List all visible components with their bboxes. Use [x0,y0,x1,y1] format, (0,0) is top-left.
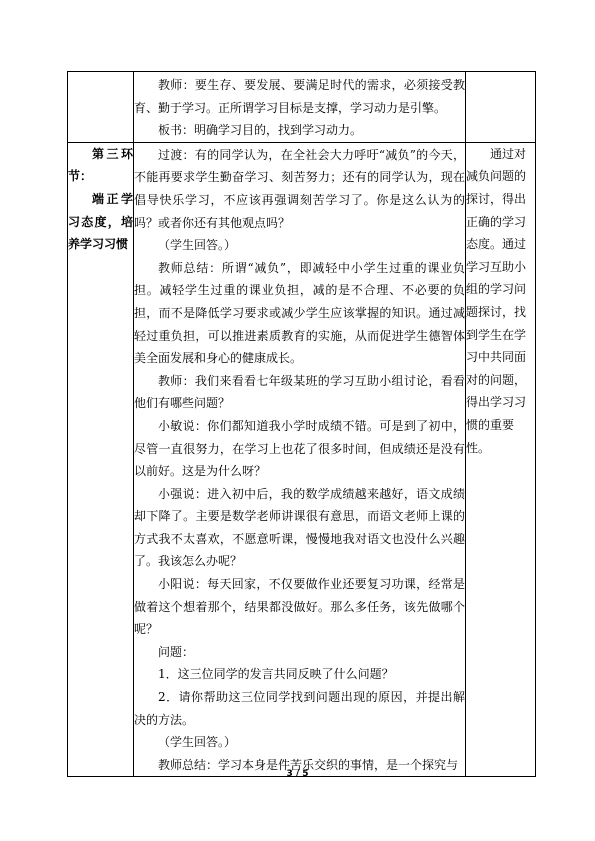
paragraph: （学生回答。） [158,238,237,253]
design-intent-note: 通过对减负问题的探讨，得出正确的学习态度。通过学习互助小组的学习问题探讨，找到学生在学习中共同面对的问题，得出学习习惯的重要性。 [466,146,527,455]
table-row [68,72,536,143]
paragraph: 小敏说：你们都知道我小学时成绩不错。可是到了初中，尽管一直很努力，在学习上也花了很多时间，但成绩还是没有以前好。这是为什么呀？ [134,418,465,479]
paragraph: 小阳说：每天回家，不仅要做作业还要复习功课，经常是做着这个想着那个，结果都没做好。那么多任务，该先做哪个呢？ [134,577,465,637]
stage-label: 第三环节： [68,146,133,184]
stage-cell [68,142,134,777]
paragraph: （学生回答。） [158,735,237,750]
lesson-plan-table [67,71,536,777]
page-number: 3 / 5 [286,769,309,779]
paragraph: 板书：明确学习目的，找到学习动力。 [158,123,363,138]
content-cell [134,142,466,777]
paragraph: 问题： [158,644,195,659]
paragraph: 小强说：进入初中后，我的数学成绩越来越好，语文成绩却下降了。主要是数学老师讲课很有意思，而语文老师上课的方式我不太喜欢，不愿意听课，慢慢地我对语文也没什么兴趣了。我该怎么办呢？ [134,486,465,569]
stage-title: 端正学习态度，培养学习习惯 [68,191,133,252]
paragraph: 教师总结：所谓“减负”，即减轻中小学生过重的课业负担。减轻学生过重的课业负担，减的是不合理、不必要的负担，而不是降低学习要求或减少学生应该掌握的知识。通过减轻过重负担，可以推进素质教育的实施，从而促进学生德智体美全面发展和身心的健康成长。 [134,260,465,366]
note-cell [466,142,536,777]
stage-cell [68,72,134,143]
note-cell [466,72,536,143]
paragraph: 2．请你帮助这三位同学找到问题出现的原因，并提出解决的方法。 [134,690,465,727]
paragraph: 1．这三位同学的发言共同反映了什么问题？ [158,667,394,682]
paragraph: 教师：要生存、要发展、要满足时代的需求，必须接受教育、勤于学习。正所谓学习目标是支撑，学习动力是引擎。 [134,78,465,115]
content-cell [134,72,466,143]
paragraph: 教师总结：学习本身是件苦乐交织的事情，是一个探究与 [158,757,459,772]
paragraph: 过渡：有的同学认为，在全社会大力呼吁“减负”的今天，不能再要求学生勤奋学习、刻苦努力；还有的同学认为，现在倡导快乐学习，不应该再强调刻苦学习了。你是这么认为的吗？或者你还有其他观点吗？ [134,147,465,230]
table-row [68,142,536,777]
paragraph: 教师：我们来看看七年级某班的学习互助小组讨论，看看他们有哪些问题？ [134,373,465,411]
